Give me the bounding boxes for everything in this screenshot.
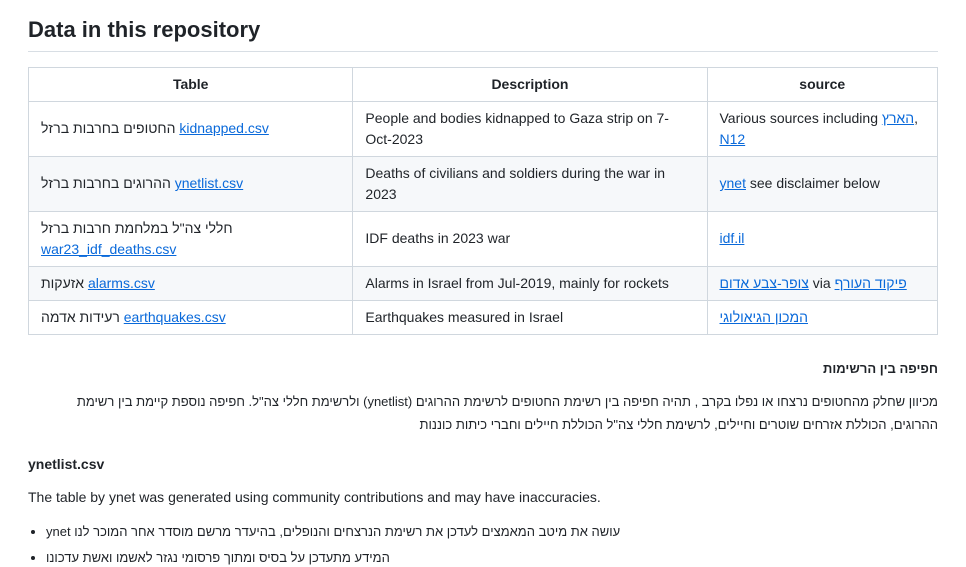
source-link[interactable]: פיקוד העורף	[834, 274, 907, 291]
header-table: Table	[29, 67, 353, 101]
table-cell-description: Alarms in Israel from Jul-2019, mainly for rockets	[353, 266, 707, 300]
source-link[interactable]: N12	[719, 130, 746, 147]
table-cell-description: IDF deaths in 2023 war	[353, 211, 707, 266]
table-row	[29, 101, 938, 156]
header-source: source	[707, 67, 938, 101]
file-link[interactable]: war23_idf_deaths.csv	[41, 240, 177, 257]
table-row	[29, 300, 938, 334]
table-header-row	[29, 67, 938, 101]
table-cell-description: Deaths of civilians and soldiers during the war in 2023	[353, 156, 707, 211]
hebrew-name: ההרוגים בחרבות ברזל	[41, 175, 171, 192]
source-link[interactable]: הארץ	[881, 109, 915, 126]
file-link[interactable]: ynetlist.csv	[174, 175, 244, 192]
section-heading: Data in this repository	[28, 0, 938, 52]
table-cell-name	[29, 156, 353, 211]
ynetlist-bullets	[28, 522, 938, 567]
hebrew-name: אזעקות	[41, 274, 85, 291]
table-row	[29, 266, 938, 300]
source-text: see disclaimer below	[745, 175, 880, 192]
table-cell-name	[29, 101, 353, 156]
table-cell-source	[707, 101, 938, 156]
list-item: • ynet עושה את מיטב המאמצים לעדכן את רשימת הנרצחים והנופלים, בהיעדר מרשם מוסדר אחר המוכר לנו	[46, 522, 938, 542]
hebrew-name: החטופים בחרבות ברזל	[41, 120, 176, 137]
overlap-heading: חפיפה בין הרשימות	[823, 360, 938, 376]
table-row	[29, 156, 938, 211]
source-text: ,	[914, 109, 918, 126]
table-cell-source	[707, 266, 938, 300]
table-cell-source	[707, 211, 938, 266]
file-link[interactable]: earthquakes.csv	[123, 308, 226, 325]
table-cell-name	[29, 211, 353, 266]
table-cell-description: Earthquakes measured in Israel	[353, 300, 707, 334]
table-cell-source	[707, 300, 938, 334]
source-text: Various sources including	[719, 109, 882, 126]
header-description: Description	[353, 67, 707, 101]
data-table	[28, 67, 938, 335]
source-text: via	[808, 274, 835, 291]
source-link[interactable]: ynet	[719, 175, 746, 192]
hebrew-name: חללי צה"ל במלחמת חרבות ברזל	[41, 219, 233, 236]
hebrew-name: רעידות אדמה	[41, 308, 120, 325]
source-link[interactable]: המכון הגיאולוגי	[719, 308, 808, 325]
ynetlist-note: The table by ynet was generated using community contributions and may have inaccuracies.	[28, 489, 601, 506]
table-cell-name	[29, 300, 353, 334]
list-item: • המידע מתעדכן על בסיס ומתוך פרסומי נגזר לאשמו ואשת עדכונו	[46, 548, 938, 567]
source-link[interactable]: idf.il	[719, 230, 745, 247]
table-cell-source	[707, 156, 938, 211]
table-cell-description: People and bodies kidnapped to Gaza strip on 7-Oct-2023	[353, 101, 707, 156]
file-link[interactable]: alarms.csv	[87, 274, 155, 291]
table-row	[29, 211, 938, 266]
file-link[interactable]: kidnapped.csv	[179, 120, 269, 137]
ynetlist-heading: ynetlist.csv	[28, 456, 105, 473]
source-link[interactable]: צופר-צבע אדום	[719, 274, 809, 291]
table-cell-name	[29, 266, 353, 300]
overlap-paragraph: מכיוון שחלק מהחטופים נרצחו או נפלו בקרב , תהיה חפיפה בין רשימת החטופים לרשימת ההרוגים (ynetlist) ולרשימת חללי צה"ל. חפיפה נוספת קיימת בין רשימת ההרוגים, הכוללת אזרחים שוטרים וחיילים, לרשימת חללי צה"ל הכוללת חיילים וחברי כיתות כוננות	[76, 394, 938, 433]
